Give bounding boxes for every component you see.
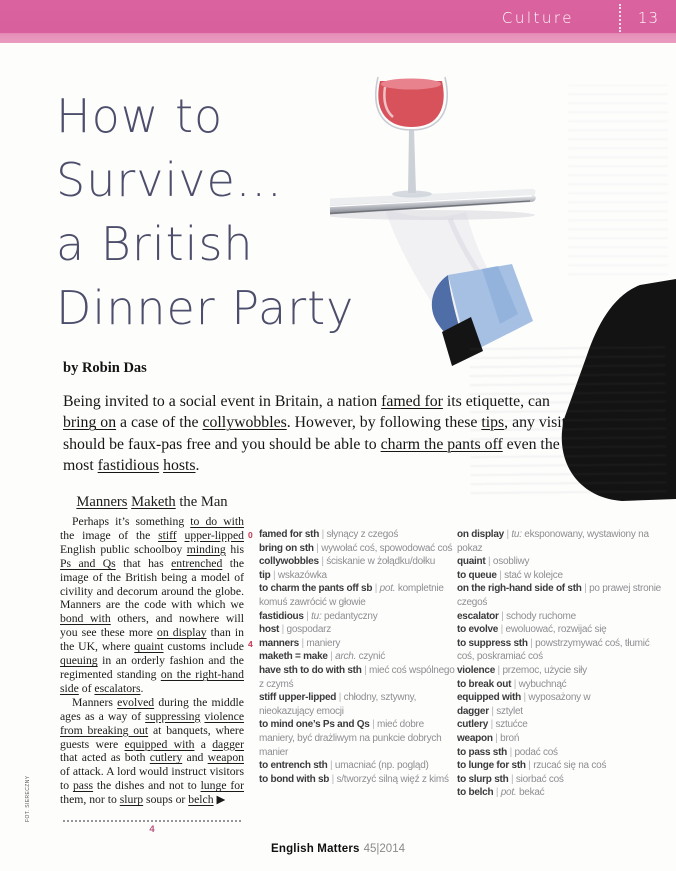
vocab-term: to queue xyxy=(457,569,497,581)
vocab-translation: gospodarz xyxy=(286,624,331,636)
vocab-entry xyxy=(457,773,665,787)
vocab-column-1 xyxy=(248,528,455,786)
line-number-marker: 4 xyxy=(248,638,253,649)
vocab-separator: | xyxy=(527,637,536,649)
footer-page-number: 4 xyxy=(149,824,155,835)
title-line: How to xyxy=(56,89,224,143)
vocab-translation: rzucać się na coś xyxy=(533,760,607,772)
intro-line: Being invited to a social event in Britain, a nation famed for its etiquette, can xyxy=(63,393,550,410)
vocab-term: to entrench sth xyxy=(259,760,328,772)
line-number-marker: 0 xyxy=(248,530,253,540)
vocab-term: violence xyxy=(457,664,496,676)
vocab-entry xyxy=(457,555,665,569)
vocab-separator: | xyxy=(327,760,335,772)
vocab-term: collywobbles xyxy=(259,556,319,568)
vocab-separator: | xyxy=(498,624,506,636)
vocab-entry xyxy=(259,718,455,759)
vocab-entry xyxy=(457,705,665,719)
usage-note: tu: xyxy=(511,529,525,540)
title-line: Dinner Party xyxy=(56,281,355,335)
vocab-entry xyxy=(457,569,665,583)
vocab-separator: | xyxy=(279,624,287,636)
vocab-separator: | xyxy=(520,692,529,704)
vocab-term: tip xyxy=(259,569,271,581)
vocab-entry xyxy=(259,773,455,787)
vocab-separator: | xyxy=(361,664,369,676)
vocab-translation: maniery xyxy=(306,637,341,649)
issue-number: 45|2014 xyxy=(363,843,405,855)
vocab-separator: | xyxy=(488,719,496,731)
vocab-translation: sztućce xyxy=(495,719,528,731)
vocab-separator: | xyxy=(511,678,519,690)
vocab-term: stiff upper-lipped xyxy=(259,692,337,704)
vocab-entry xyxy=(259,610,455,624)
wine-surface xyxy=(381,79,441,90)
vocab-translation: ściskanie w żołądku/dołku xyxy=(326,556,436,568)
photo-credit: FOT. SIERECZNY xyxy=(25,775,31,822)
vocab-separator: | xyxy=(372,583,380,595)
vocab-separator: | xyxy=(488,705,497,717)
vocab-separator: | xyxy=(336,692,344,704)
vocab-separator: | xyxy=(298,637,307,649)
vocab-entry xyxy=(259,664,455,691)
header-divider xyxy=(619,4,621,32)
intro-line: bring on a case of the collywobbles. However, by following these tips, any visit xyxy=(63,414,567,432)
vocab-term: to slurp sth xyxy=(457,773,509,785)
vocab-term: on the righ-hand side of sth xyxy=(457,583,582,595)
vocab-translation: wywołać coś, spowodować coś xyxy=(321,542,453,554)
vocab-entry xyxy=(259,582,455,609)
vocab-entry xyxy=(457,582,665,609)
vocab-entry xyxy=(259,569,455,583)
vocab-separator: | xyxy=(485,556,493,568)
title-line: a British xyxy=(56,217,254,271)
usage-note: arch. xyxy=(335,651,359,663)
header-bar xyxy=(0,0,676,43)
vocab-translation: umacniać (np. pogląd) xyxy=(334,760,429,772)
vocab-translation: bekać xyxy=(518,787,545,799)
vocab-term: to charm the pants off sb xyxy=(259,583,373,595)
vocab-translation: mieć coś wspólnego z czymś xyxy=(259,664,455,690)
article-title xyxy=(56,84,354,340)
vocab-separator: | xyxy=(318,556,327,568)
vocab-translation: stać w kolejce xyxy=(504,569,563,581)
vocab-term: bring on sth xyxy=(259,542,314,554)
vocab-translation: wskazówka xyxy=(277,569,327,581)
vocab-translation: przemoc, użycie siły xyxy=(502,664,587,676)
vocab-term: cutlery xyxy=(457,719,489,731)
vocab-separator: | xyxy=(503,529,512,540)
vocab-translation: wyposażony w xyxy=(528,692,591,704)
vocab-separator: | xyxy=(498,610,507,622)
vocab-entry xyxy=(457,718,665,732)
vocab-translation: powstrzymywać coś, tłumić coś, poskramiać coś xyxy=(457,637,650,663)
section-label: Culture xyxy=(501,9,574,27)
vocab-separator: | xyxy=(508,773,516,785)
vocab-translation: podać coś xyxy=(514,746,558,758)
header-page-number: 13 xyxy=(637,9,659,27)
vocab-term: manners xyxy=(259,637,299,649)
byline: by Robin Das xyxy=(63,360,147,376)
vocab-entry xyxy=(259,759,455,773)
vocab-entry xyxy=(457,746,665,760)
vocab-term: weapon xyxy=(457,732,493,744)
vocab-entry xyxy=(457,691,665,705)
vocab-translation: ewoluować, rozwijać się xyxy=(505,624,607,636)
vocab-term: host xyxy=(259,624,280,636)
vocab-separator: | xyxy=(493,787,501,799)
vocab-entry xyxy=(457,678,665,692)
vocab-term: to evolve xyxy=(457,624,499,636)
vocab-term: to lunge for sth xyxy=(457,760,526,772)
vocab-entry xyxy=(259,691,455,718)
vocab-translation: eksponowany, wystawiony na pokaz xyxy=(457,529,649,554)
vocab-translation: słynący z czegoś xyxy=(326,529,399,540)
vocab-separator: | xyxy=(369,719,377,731)
vocab-entry xyxy=(248,528,455,542)
dotted-rule xyxy=(63,820,241,822)
title-line: Survive... xyxy=(56,153,283,207)
article-heading: Manners Maketh the Man xyxy=(76,494,228,510)
vocab-separator: | xyxy=(492,732,501,744)
vocab-term: famed for sth xyxy=(259,529,320,540)
vocab-term: fastidious xyxy=(259,610,304,622)
intro-line: most fastidious hosts. xyxy=(63,457,200,475)
vocab-entry xyxy=(259,542,455,556)
vocab-separator: | xyxy=(327,651,336,663)
vocab-separator: | xyxy=(313,542,322,554)
vocab-translation: wybuchnąć xyxy=(518,678,567,690)
vocab-translation: kompletnie komuś zawrócić w głowie xyxy=(259,583,444,608)
vocab-translation: chłodny, sztywny, nieokazujący emocji xyxy=(259,692,417,717)
intro-paragraph xyxy=(63,391,575,477)
vocab-entry xyxy=(457,528,665,555)
vocab-entry xyxy=(457,786,665,800)
vocab-separator: | xyxy=(507,746,515,758)
vocab-translation: sztylet xyxy=(496,705,523,717)
vocab-translation: po prawej stronie czegoś xyxy=(457,583,661,608)
vocab-entry xyxy=(457,664,665,678)
vocab-entry xyxy=(457,637,665,664)
vocab-entry xyxy=(457,732,665,746)
vocab-term: escalator xyxy=(457,610,499,622)
vocab-separator: | xyxy=(581,583,590,595)
vocab-term: equipped with xyxy=(457,692,521,704)
vocab-translation: siorbać coś xyxy=(515,773,564,785)
vocab-translation: pedantyczny xyxy=(324,610,378,622)
wine-glass xyxy=(376,77,448,198)
usage-note: tu: xyxy=(311,610,325,622)
vocab-entry xyxy=(248,637,455,651)
vocab-term: to mind one’s Ps and Qs xyxy=(259,719,370,731)
glass-stem xyxy=(408,129,416,193)
usage-note: pot. xyxy=(379,583,398,595)
vocab-translation: broń xyxy=(500,732,520,744)
vocab-entry xyxy=(259,650,455,664)
vocab-term: maketh = make xyxy=(259,651,328,663)
page-bleedthrough xyxy=(568,85,668,275)
vocab-term: dagger xyxy=(457,705,489,717)
article-body xyxy=(60,494,244,807)
usage-note: pot. xyxy=(500,787,519,799)
vocab-entry xyxy=(457,610,665,624)
vocab-term: to suppress sth xyxy=(457,637,528,649)
vocab-term: to belch xyxy=(457,787,494,799)
vocab-separator: | xyxy=(319,529,327,540)
vocab-column-2 xyxy=(457,528,665,800)
vocab-separator: | xyxy=(329,773,337,785)
vocab-entry xyxy=(259,623,455,637)
article-paragraph: Manners evolved during the middle ages as a way of suppressing violence from breaking out at banquets, where guests were equipped with a dagger that acted as both cutlery and weapon of attack. A lord would instruct visitors to pass the dishes and not to lunge for them, nor to slurp soups or belch ▶ xyxy=(60,695,245,807)
vocab-translation: osobliwy xyxy=(492,556,530,568)
vocab-translation: s/tworzyć silną więź z kimś xyxy=(336,773,449,785)
vocab-separator: | xyxy=(270,569,278,581)
vocab-term: have sth to do with sth xyxy=(259,664,362,676)
vocab-term: to pass sth xyxy=(457,746,508,758)
vocab-translation: czynić xyxy=(358,651,385,663)
vocab-separator: | xyxy=(525,760,534,772)
vocab-separator: | xyxy=(303,610,312,622)
vocab-translation: mieć dobre maniery, być drażliwym na punkcie dobrych manier xyxy=(259,719,442,758)
vocab-separator: | xyxy=(495,664,503,676)
article-paragraph: Perhaps it’s something to do with the image of the stiff upper-lipped English public schoolboy minding his Ps and Qs that has entrenched the image of the British being a model of civility and decorum around the globe. Manners are the code with which we bond with others, and nowhere will you see these more on display than in the UK, where quaint customs include queuing in an orderly fashion and the regimented standing on the right-hand side of escalators. xyxy=(60,515,245,695)
article-paragraphs xyxy=(60,515,244,807)
vocab-translation: schody ruchome xyxy=(506,610,576,622)
vocab-term: on display xyxy=(457,529,504,540)
vocab-entry xyxy=(457,759,665,773)
vocab-term: to bond with sb xyxy=(259,773,330,785)
magazine-name: English Matters xyxy=(270,843,360,855)
footer xyxy=(0,843,676,855)
vocab-term: quaint xyxy=(457,556,486,568)
vocab-entry xyxy=(457,623,665,637)
intro-line: should be faux-pas free and you should be able to charm the pants off even the xyxy=(63,435,560,453)
vocab-separator: | xyxy=(496,569,505,581)
vocab-entry xyxy=(259,555,455,569)
vocab-term: to break out xyxy=(457,678,512,690)
